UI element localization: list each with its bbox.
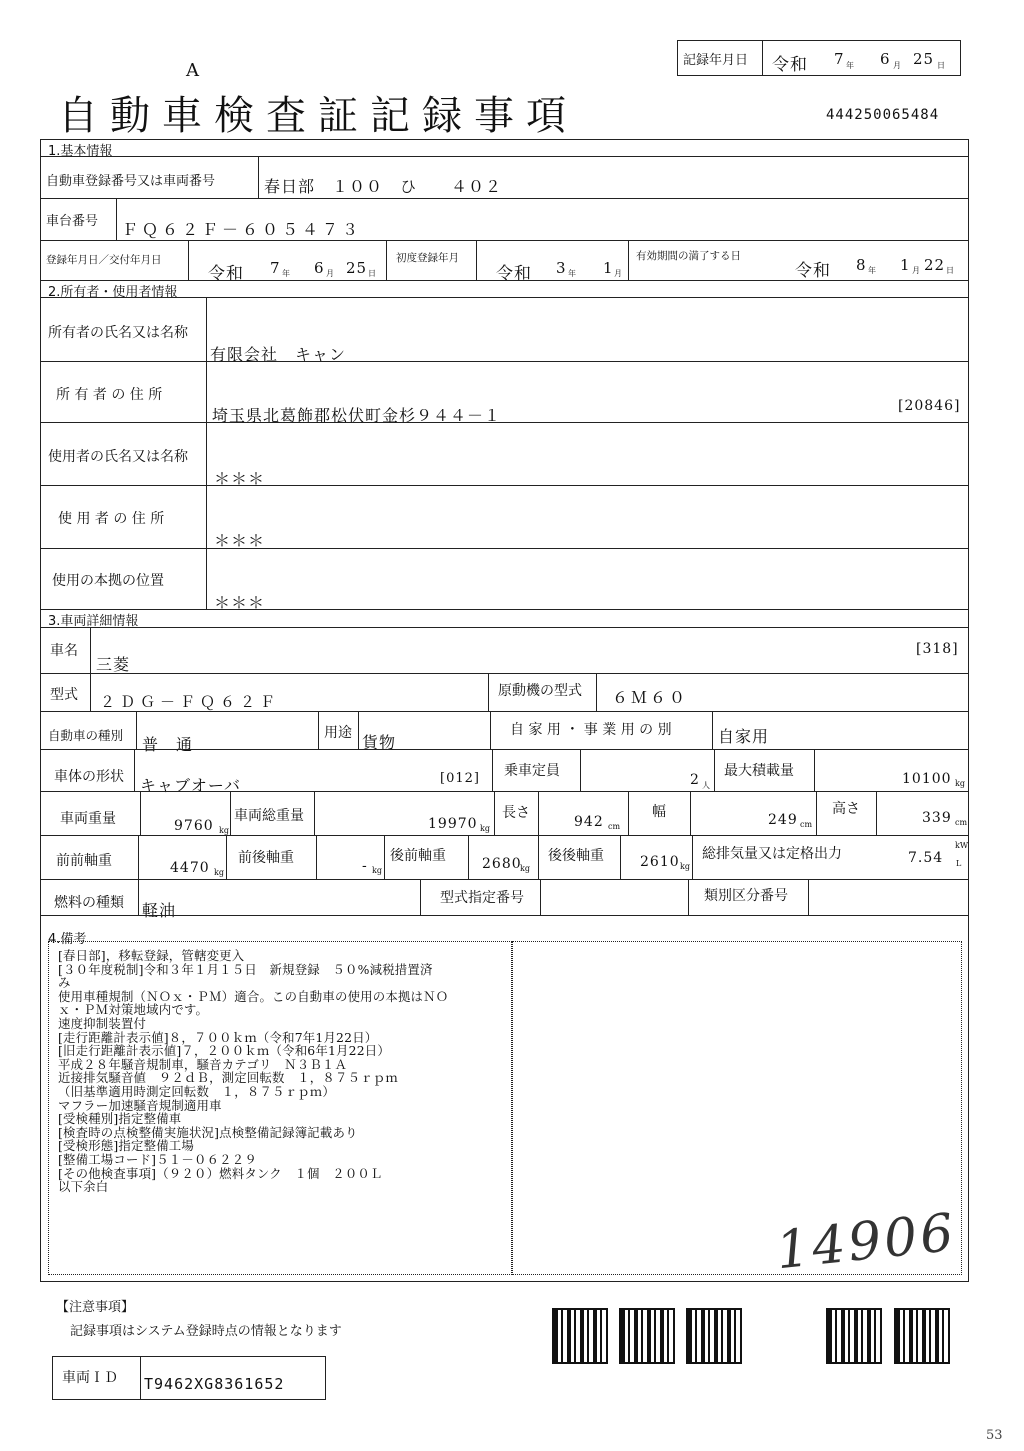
rear-rear-axle-label: 後後軸重 (548, 848, 604, 864)
remarks-line: 速度抑制装置付 (58, 1015, 147, 1031)
chassis-value: ＦＱ６２Ｆ－６０５４７３ (122, 220, 363, 239)
record-date-year: 7 (834, 50, 845, 68)
weight-value: 9760 (174, 818, 214, 834)
rear-front-axle-label: 後前軸重 (390, 848, 446, 864)
car-name-code: [318] (916, 641, 959, 657)
remarks-line: 近接排気騒音値 ９２ｄＢ，測定回転数 １，８７５ｒｐｍ (58, 1070, 398, 1086)
firstreg-label: 初度登録年月 (396, 252, 459, 264)
firstreg-month: 1 (603, 259, 614, 277)
private-use-value: 自家用 (718, 727, 770, 746)
maxload-value: 10100 (902, 771, 952, 787)
regdate-label: 登録年月日／交付年月日 (46, 254, 162, 266)
rear-rear-axle-value: 2610 (640, 854, 680, 870)
classification-label: 類別区分番号 (704, 888, 788, 904)
remarks-line: [その他検査事項]（９２０）燃料タンク １個 ２００Ｌ (58, 1165, 383, 1181)
expiry-era: 令和 (795, 261, 831, 281)
weight-label: 車両重量 (60, 811, 116, 827)
expiry-month: 1 (900, 256, 911, 274)
remarks-list (58, 949, 448, 1194)
section-vehicle-title: 3.車両詳細情報 (48, 614, 139, 629)
remarks-line: [受検種別]指定整備車 (58, 1111, 182, 1127)
section-basic-title: 1.基本情報 (48, 144, 113, 159)
notes-title: 【注意事項】 (56, 1300, 135, 1315)
owner-addr-label: 所 有 者 の 住 所 (56, 387, 163, 403)
handwritten-number: 14906 (773, 1202, 960, 1282)
remarks-line: [春日部]，移転登録，管轄変更入 (58, 948, 245, 963)
remarks-line: [３０年度税制]令和３年１月１５日 新規登録 ５０%減税措置済 (58, 961, 433, 977)
qr-code (619, 1308, 675, 1364)
reg-number-label: 自動車登録番号又は車両番号 (46, 174, 216, 189)
document-title: 自動車検査証記録事項 (58, 93, 578, 139)
height-label: 高さ (832, 801, 860, 817)
user-addr-value: ＊＊＊ (214, 531, 266, 550)
gross-weight-value: 19970 (428, 816, 478, 832)
rear-front-axle-value: 2680 (482, 856, 522, 872)
reg-number-value: 春日部 １００ ひ ４０２ (264, 177, 503, 196)
regdate-era: 令和 (208, 264, 244, 284)
regdate-day: 25 (346, 259, 368, 277)
remarks-line: 平成２８年騒音規制車，騒音カテゴリ Ｎ３Ｂ１Ａ (58, 1056, 348, 1072)
expiry-day: 22 (924, 256, 946, 274)
user-addr-label: 使 用 者 の 住 所 (58, 511, 165, 527)
base-location-value: ＊＊＊ (214, 593, 266, 612)
body-shape-label: 車体の形状 (54, 769, 124, 785)
private-use-label: 自 家 用 ・ 事 業 用 の 別 (510, 722, 672, 738)
front-front-axle-value: 4470 (170, 860, 210, 876)
body-shape-code: [012] (440, 771, 480, 786)
chassis-label: 車台番号 (46, 214, 99, 229)
remarks-line: マフラー加速騒音規制適用車 (58, 1097, 222, 1113)
remarks-line: 以下余白 (58, 1179, 109, 1195)
use-label: 用途 (324, 725, 352, 741)
height-value: 339 (922, 810, 952, 826)
car-name-label: 車名 (50, 643, 78, 659)
regdate-month: 6 (314, 259, 325, 277)
displacement-label: 総排気量又は定格出力 (702, 846, 842, 862)
notes-text: 記録事項はシステム登録時点の情報となります (70, 1324, 342, 1339)
capacity-label: 乗車定員 (504, 763, 560, 779)
qr-code (552, 1308, 608, 1364)
kind-label: 自動車の種別 (48, 728, 124, 743)
remarks-line: [検査時の点検整備実施状況]点検整備記録簿記載あり (58, 1124, 358, 1140)
vehicle-id-value: T9462XG8361652 (144, 1375, 285, 1393)
fuel-value: 軽油 (142, 901, 177, 920)
vehicle-id-label: 車両ＩＤ (62, 1370, 118, 1386)
gross-weight-label: 車両総重量 (234, 808, 304, 824)
qr-code (686, 1308, 742, 1364)
width-value: 249 (768, 812, 798, 828)
displacement-value: 7.54 (908, 850, 944, 866)
capacity-value: 2 (690, 772, 700, 788)
model-label: 型式 (50, 687, 78, 703)
firstreg-year: 3 (556, 259, 567, 277)
user-name-value: ＊＊＊ (214, 469, 266, 488)
front-rear-axle-label: 前後軸重 (238, 850, 294, 866)
length-value: 942 (574, 814, 604, 830)
remarks-line: [整備工場コード]５１－０６２２９ (58, 1151, 257, 1167)
owner-name-value: 有限会社 キャン (210, 345, 347, 364)
owner-addr-code: [20846] (898, 398, 961, 414)
maxload-label: 最大積載量 (724, 763, 794, 779)
user-name-label: 使用者の氏名又は名称 (48, 449, 188, 465)
engine-value: ６Ｍ６０ (612, 688, 689, 707)
remarks-line: [受検形態]指定整備工場 (58, 1138, 194, 1154)
record-date-era: 令和 (772, 55, 808, 75)
body-shape-value: キャブオーバ (140, 776, 242, 795)
owner-addr-value: 埼玉県北葛飾郡松伏町金杉９４４－１ (212, 406, 502, 425)
car-name-value: 三菱 (96, 655, 131, 674)
page-marker: A (186, 60, 199, 81)
section-remarks-title: 4.備考 (48, 932, 87, 947)
front-rear-axle-value: - (362, 858, 368, 874)
record-date-day: 25 (913, 50, 935, 68)
model-value: ２ＤＧ－ＦＱ６２Ｆ (100, 693, 281, 711)
firstreg-era: 令和 (496, 264, 532, 284)
type-designation-label: 型式指定番号 (440, 890, 524, 906)
use-value: 貨物 (362, 733, 397, 752)
record-date-label: 記録年月日 (683, 53, 749, 68)
width-label: 幅 (652, 804, 666, 820)
remarks-line: （旧基準適用時測定回転数 １，８７５ｒｐｍ） (58, 1083, 335, 1099)
base-location-label: 使用の本拠の位置 (52, 573, 164, 589)
length-label: 長さ (502, 805, 530, 821)
expiry-year: 8 (856, 256, 867, 274)
remarks-line: 使用車種規制（ＮＯｘ・ＰＭ）適合。この自動車の使用の本拠はＮＯ (58, 988, 449, 1004)
engine-label: 原動機の型式 (498, 683, 582, 699)
document-number: 444250065484 (826, 107, 940, 123)
page-mark: 53 (986, 1428, 1003, 1443)
remarks-line: [旧走行距離計表示値]７，２００ｋｍ（令和6年1月22日） (58, 1043, 390, 1059)
front-front-axle-label: 前前軸重 (56, 853, 112, 869)
owner-name-label: 所有者の氏名又は名称 (48, 325, 188, 341)
kind-value: 普 通 (142, 735, 194, 754)
fuel-label: 燃料の種類 (54, 895, 124, 911)
regdate-year: 7 (270, 259, 281, 277)
qr-code (826, 1308, 882, 1364)
expiry-label: 有効期間の満了する日 (636, 250, 741, 262)
remarks-line: [走行距離計表示値]８，７００ｋｍ（令和7年1月22日） (58, 1029, 378, 1045)
section-owner-title: 2.所有者・使用者情報 (48, 285, 178, 300)
remarks-line: み (58, 975, 71, 991)
record-date-month: 6 (880, 50, 891, 68)
qr-code (894, 1308, 950, 1364)
remarks-line: ｘ・ＰＭ対策地域内です。 (58, 1002, 209, 1018)
